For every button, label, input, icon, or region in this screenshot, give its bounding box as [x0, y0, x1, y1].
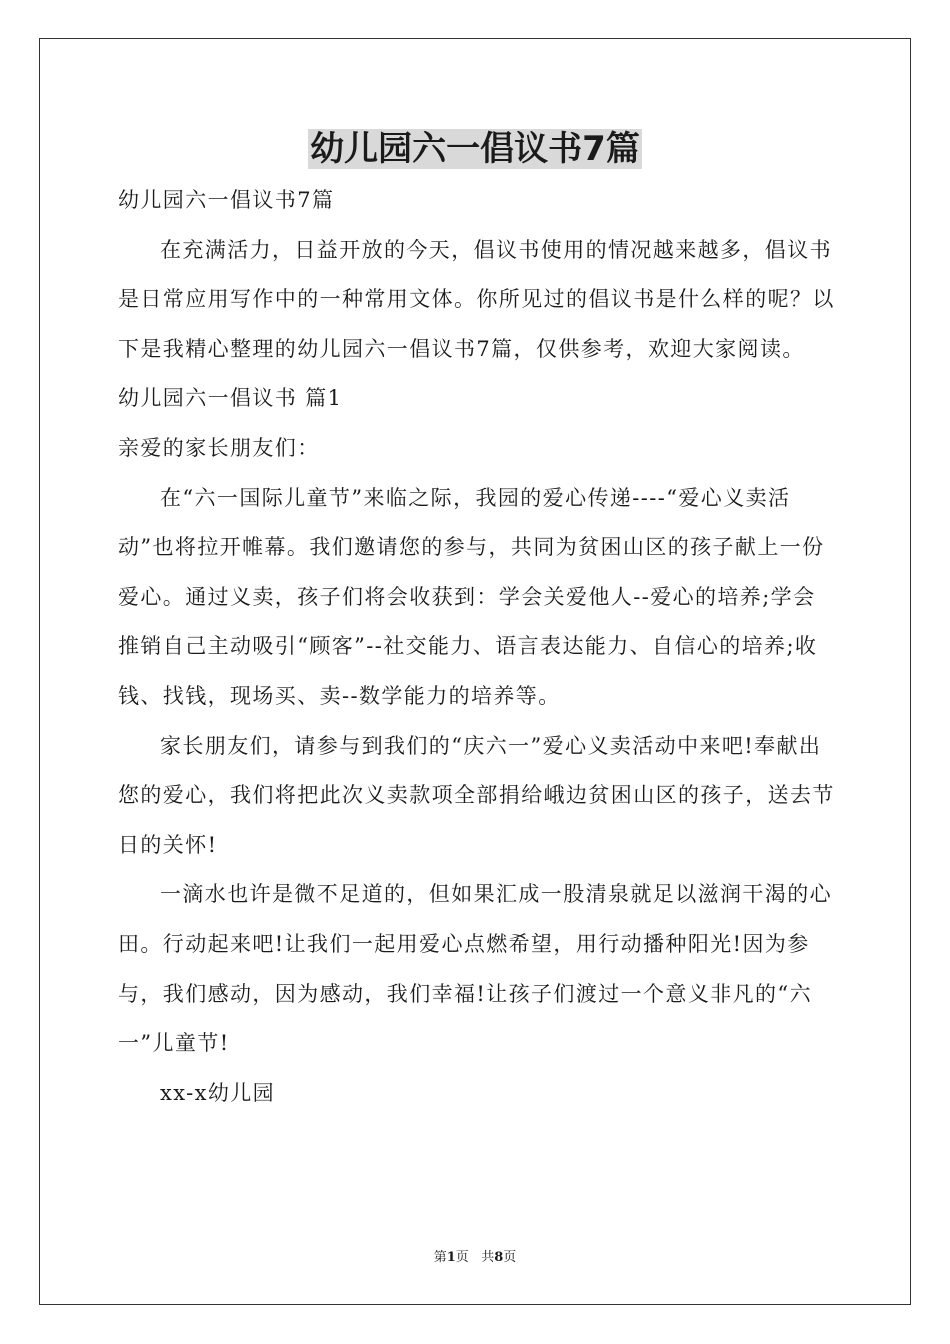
footer-page-number: 1 — [446, 1250, 456, 1265]
salutation: 亲爱的家长朋友们： — [118, 435, 320, 460]
paragraph-body-2: 家长朋友们，请参与到我们的“庆六一”爱心义卖活动中来吧!奉献出您的爱心，我们将把此次义卖款项全部捐给峨边贫困山区的孩子，送去节日的关怀! — [118, 733, 835, 857]
paragraph-body-3: 一滴水也许是微不足道的，但如果汇成一股清泉就足以滋润干渴的心田。行动起来吧!让我们一起用爱心点燃希望，用行动播种阳光!因为参与，我们感动，因为感动，我们幸福!让孩子们渡过一个意义非凡的“六一”儿童节! — [118, 882, 832, 1056]
footer-page-suffix: 页 — [455, 1250, 469, 1265]
section-heading: 幼儿园六一倡议书 篇1 — [118, 386, 343, 411]
document-title — [0, 126, 950, 172]
document-body — [118, 176, 836, 1118]
signature: xx-x幼儿园 — [160, 1080, 276, 1105]
paragraph-body-1: 在“六一国际儿童节”来临之际，我园的爱心传递----“爱心义卖活动”也将拉开帷幕。我们邀请您的参与，共同为贫困山区的孩子献上一份爱心。通过义卖，孩子们将会收获到：学会关爱他人--爱心的培养;学会推销自己主动吸引“顾客”--社交能力、语言表达能力、自信心的培养;收钱、找钱，现场买、卖--数学能力的培养等。 — [118, 485, 825, 708]
footer-page-prefix: 第 — [433, 1250, 447, 1265]
footer-total-prefix: 共 — [481, 1250, 495, 1265]
footer-total-pages: 8 — [494, 1250, 504, 1265]
footer-total-suffix: 页 — [503, 1250, 517, 1265]
paragraph-subtitle: 幼儿园六一倡议书7篇 — [118, 188, 335, 212]
page-footer — [0, 1249, 950, 1267]
document-title-text: 幼儿园六一倡议书7篇 — [310, 129, 640, 169]
paragraph-intro: 在充满活力，日益开放的今天，倡议书使用的情况越来越多，倡议书是日常应用写作中的一种常用文体。你所见过的倡议书是什么样的呢？以下是我精心整理的幼儿园六一倡议书7篇，仅供参考，欢迎大家阅读。 — [118, 237, 835, 361]
